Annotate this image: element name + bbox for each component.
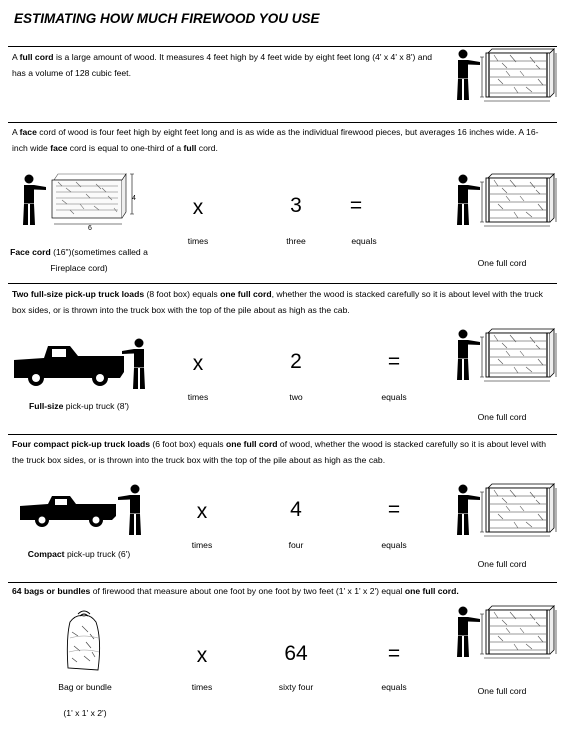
full-cord-description (12, 49, 437, 81)
multiplier-word: three (286, 236, 306, 246)
bold-text: face (19, 127, 37, 137)
equals-label: equals (381, 682, 407, 692)
times-label: times (191, 540, 213, 550)
bold-text: 64 bags or bundles (12, 586, 91, 596)
face-cord-caption-bold: Face cord (10, 247, 51, 257)
bags-description (12, 583, 557, 599)
section-divider (8, 434, 557, 435)
multiplier-word: sixty four (278, 682, 314, 692)
times-label: times (187, 236, 209, 246)
bold-text: face (50, 143, 68, 153)
dim-label: 6 (88, 225, 92, 232)
text-run: of firewood that measure about one foot by one foot by two feet (1' x 1' x 2') equal (90, 586, 405, 596)
bold-text: Two full-size pick-up truck loads (12, 289, 145, 299)
text-run: (6 foot box) equals (150, 439, 226, 449)
face-cord-illustration (18, 166, 148, 232)
equals-sign: = (387, 350, 401, 373)
compact-truck-illustration (12, 490, 152, 540)
compact-truck-description (12, 436, 557, 468)
equals-sign: = (349, 194, 363, 217)
full-size-truck-caption (10, 398, 148, 414)
text-run: cord of wood is four feet high by eight feet long and is as wide as the individual firewood pieces, but averages 16 inches wide. A 16-inch wide (12, 127, 539, 153)
multiplier-value: 3 (290, 194, 302, 217)
full-cord-illustration (452, 45, 562, 109)
bag-size-caption: (1' x 1' x 2') (63, 708, 107, 718)
multiplier-word: two (289, 392, 303, 402)
times-label: times (187, 392, 209, 402)
one-full-cord-label: One full cord (477, 686, 527, 696)
multiplier-word: four (288, 540, 304, 550)
bold-text: Four compact pick-up truck loads (12, 439, 150, 449)
bold-text: one full cord. (404, 586, 459, 596)
text-run: cord is equal to one-third of a (67, 143, 184, 153)
text-run: cord. (196, 143, 218, 153)
times-sign: x (192, 352, 204, 375)
full-cord-illustration (452, 480, 562, 544)
bold-text: full cord (19, 52, 54, 62)
equals-label: equals (351, 236, 377, 246)
text-run: , whether the wood is stacked carefully so it is about level with the truck box sides, or is thrown into the truck box with the top of the pile about as high as the cab. (12, 289, 543, 315)
multiplier-value: 2 (290, 350, 302, 373)
section-divider (8, 122, 557, 123)
multiplier-value: 64 (284, 642, 308, 665)
full-size-truck-illustration (12, 342, 152, 392)
full-size-truck-caption-bold: Full-size (28, 401, 64, 411)
equals-sign: = (387, 498, 401, 521)
times-sign: x (196, 500, 208, 523)
bold-text: one full cord (225, 439, 278, 449)
full-cord-illustration (452, 170, 562, 234)
face-cord-description (12, 124, 552, 156)
times-sign: x (192, 196, 204, 219)
equals-label: equals (381, 540, 407, 550)
bag-caption: Bag or bundle (58, 682, 112, 692)
bold-text: full (183, 143, 197, 153)
equals-sign: = (387, 642, 401, 665)
text-run: is a large amount of wood. It measures 4 feet high by 4 feet wide by eight feet long (4' x 4' x 8') and has a volume of 128 cubic feet. (12, 52, 433, 78)
full-size-truck-caption-text: pick-up truck (8') (63, 401, 130, 411)
one-full-cord-label: One full cord (477, 412, 527, 422)
full-cord-illustration (452, 602, 562, 666)
face-cord-caption (10, 244, 148, 276)
section-divider (8, 283, 557, 284)
dim-label: 4 (132, 195, 136, 202)
bold-text: one full cord (220, 289, 272, 299)
text-run: (8 foot box) equals (144, 289, 221, 299)
text-run: A (12, 52, 20, 62)
equals-label: equals (381, 392, 407, 402)
face-cord-caption-text: (16")(sometimes called a Fireplace cord) (50, 247, 148, 273)
times-label: times (191, 682, 213, 692)
multiplier-value: 4 (290, 498, 302, 521)
compact-truck-caption-text: pick-up truck (6') (64, 549, 131, 559)
text-run: of wood, whether the wood is stacked carefully so it is about level with the truck box sides, or is thrown into the truck box with the top of the pile about as high as the cab. (12, 439, 546, 465)
times-sign: x (196, 644, 208, 667)
page-title: ESTIMATING HOW MUCH FIREWOOD YOU USE (14, 11, 320, 26)
full-size-truck-description (12, 286, 552, 318)
text-run: A (12, 127, 20, 137)
bag-illustration (60, 608, 110, 674)
compact-truck-caption-bold: Compact (27, 549, 65, 559)
one-full-cord-label: One full cord (477, 559, 527, 569)
full-cord-illustration (452, 325, 562, 389)
one-full-cord-label: One full cord (477, 258, 527, 268)
compact-truck-caption (10, 546, 148, 562)
